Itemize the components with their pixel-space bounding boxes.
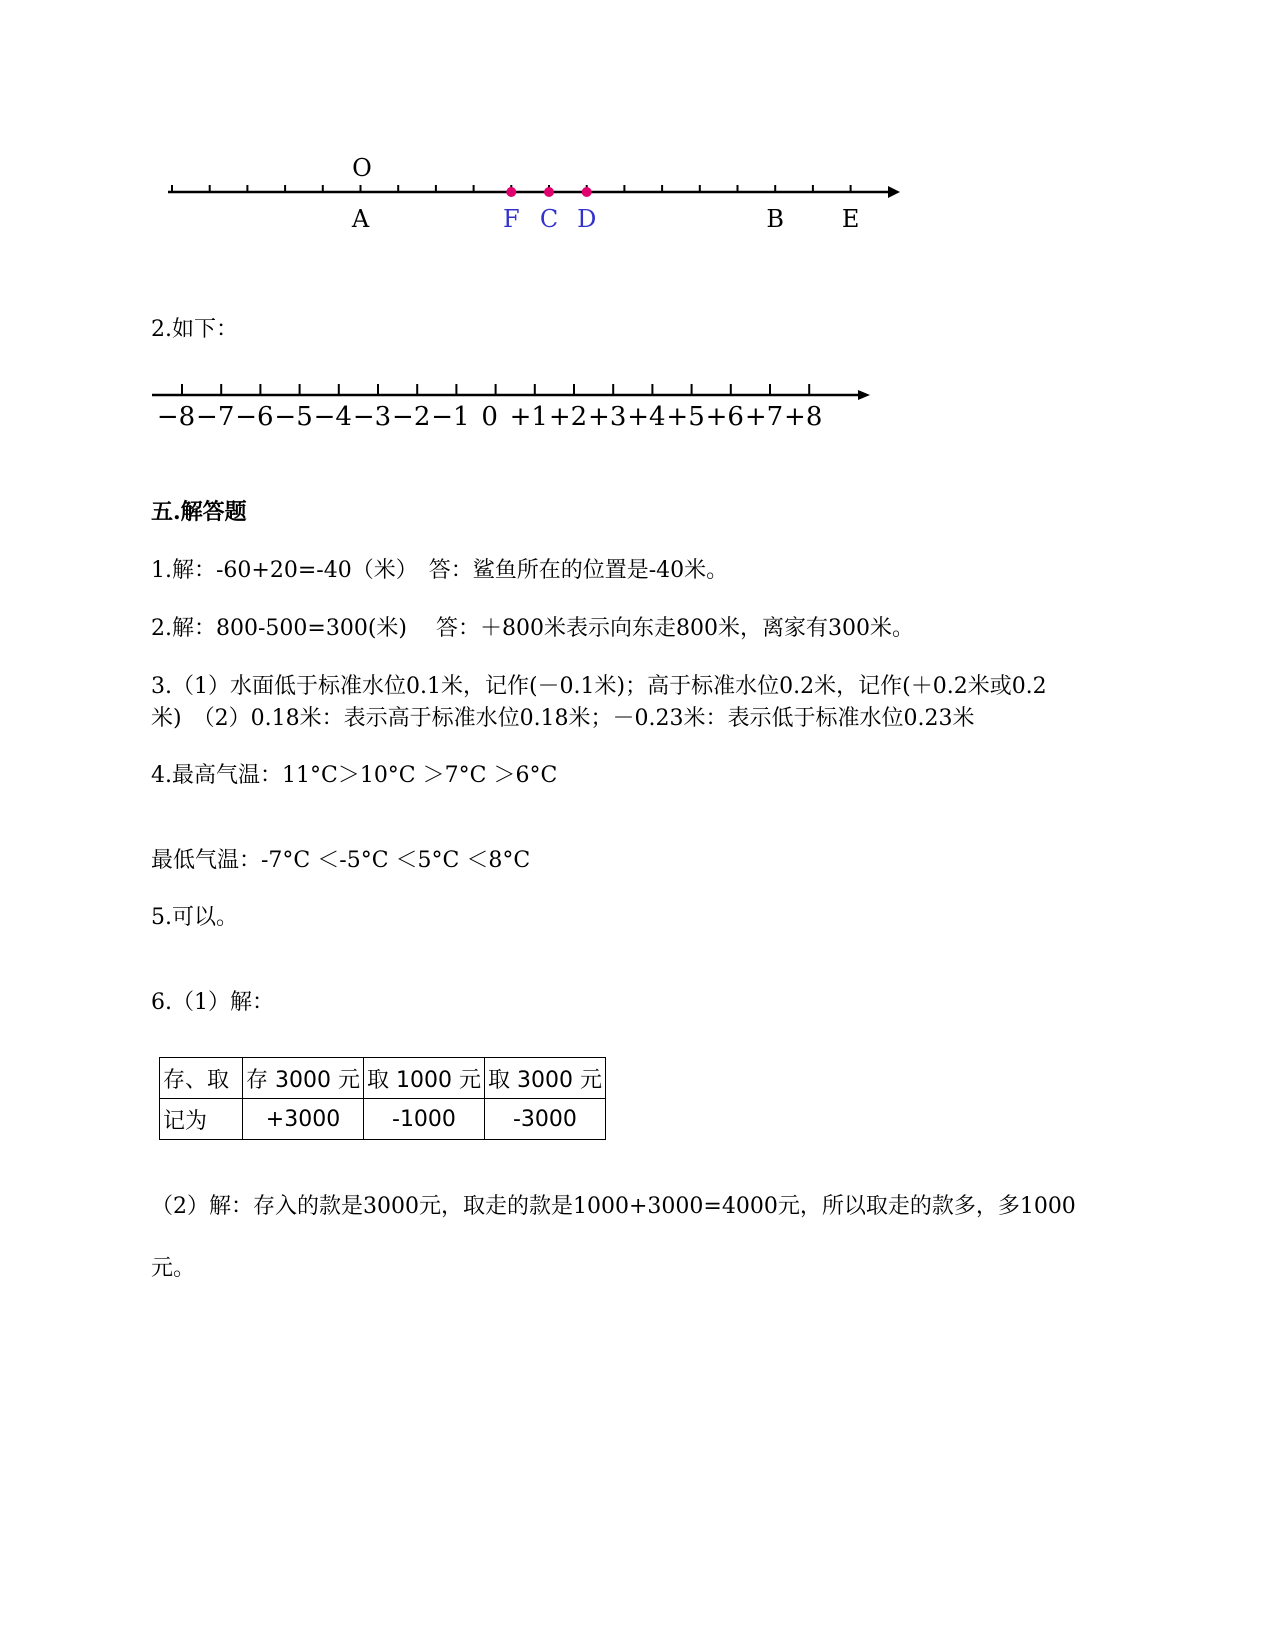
number-line-2-label: +8: [784, 402, 823, 432]
answer-3-line-2: 米) （2）0.18米：表示高于标准水位0.18米；－0.23米：表示低于标准水位0.23米: [151, 706, 975, 731]
answer-1: 1.解：-60+20=-40（米） 答：鲨鱼所在的位置是-40米。: [151, 558, 729, 583]
answer-6-part-2-line-1: （2）解：存入的款是3000元，取走的款是1000+3000=4000元，所以取走的款多，多1000: [151, 1194, 1076, 1219]
point-c-dot: [544, 187, 554, 197]
number-line-2-label: −7: [196, 402, 235, 432]
answer-4-line-1: 4.最高气温：11°C＞10°C ＞7°C ＞6°C: [151, 763, 558, 788]
table-row: [160, 1058, 606, 1099]
number-line-2-label: −4: [313, 402, 352, 432]
number-line-2-label: +3: [588, 402, 627, 432]
table-cell: 存、取: [160, 1058, 243, 1099]
number-line-2-label: +5: [666, 402, 705, 432]
number-line-2-arrow: [858, 390, 870, 400]
item-2-label: 2.如下：: [151, 317, 238, 342]
answer-6-part-2-line-2: 元。: [151, 1256, 196, 1281]
answer-5: 5.可以。: [151, 905, 238, 930]
table-cell: 存 3000 元: [243, 1058, 364, 1099]
table-cell: +3000: [243, 1099, 364, 1140]
number-line-2-label: −3: [352, 402, 392, 432]
number-line-2-label: −2: [392, 402, 431, 432]
point-label-c: C: [539, 205, 559, 233]
number-line-1-arrow: [888, 186, 900, 198]
point-label-d: D: [577, 205, 597, 233]
number-line-2-label: −5: [274, 402, 313, 432]
number-line-2-label: −6: [235, 402, 274, 432]
deposit-table: [159, 1057, 606, 1140]
number-line-2-label: +6: [705, 402, 744, 432]
table-cell: -3000: [484, 1099, 605, 1140]
point-label-f: F: [502, 205, 520, 233]
label-o: O: [352, 154, 372, 182]
point-f-dot: [506, 187, 516, 197]
number-line-2-label: 0: [481, 402, 498, 432]
section-title: 五.解答题: [151, 499, 247, 525]
answer-6-intro: 6.（1）解：: [151, 990, 274, 1015]
answer-2: 2.解：800-500=300(米) 答：＋800米表示向东走800米，离家有300米。: [151, 616, 914, 641]
table-cell: -1000: [363, 1099, 484, 1140]
answer-4-line-2: 最低气温：-7°C ＜-5°C ＜5°C ＜8°C: [151, 848, 531, 873]
number-line-2-label: +1: [509, 402, 548, 432]
number-line-1: [0, 150, 900, 250]
table-cell: 取 1000 元: [363, 1058, 484, 1099]
table-cell: 取 3000 元: [484, 1058, 605, 1099]
point-label-b: B: [766, 205, 785, 233]
number-line-2: [0, 375, 900, 435]
number-line-2-label: +2: [548, 402, 588, 432]
number-line-2-label: −8: [156, 402, 196, 432]
number-line-2-label: +4: [627, 402, 666, 432]
point-label-a: A: [351, 205, 370, 233]
number-line-2-label: −1: [431, 402, 470, 432]
table-row: [160, 1099, 606, 1140]
answer-3-line-1: 3.（1）水面低于标准水位0.1米，记作(－0.1米)；高于标准水位0.2米，记作(＋0.2米或0.2: [151, 674, 1047, 699]
number-line-2-label: +7: [744, 402, 784, 432]
point-d-dot: [582, 187, 592, 197]
table-cell: 记为: [160, 1099, 243, 1140]
point-label-e: E: [841, 205, 860, 233]
